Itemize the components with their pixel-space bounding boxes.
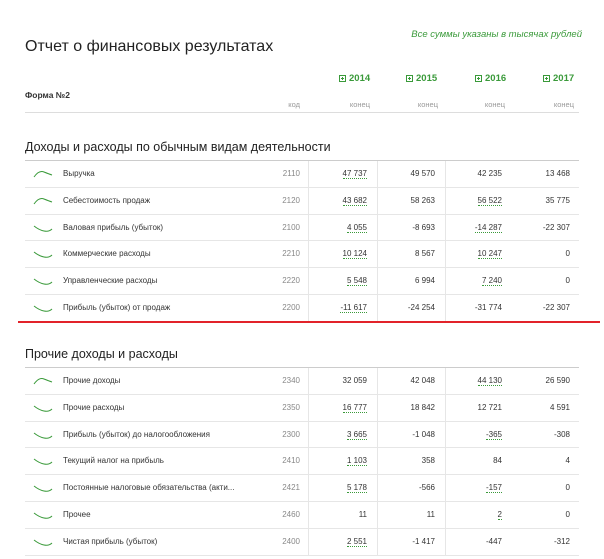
end-column-header-2015: конец <box>417 100 438 109</box>
value-text: 4 591 <box>549 402 570 412</box>
sparkline-icon[interactable] <box>33 195 53 207</box>
value-2017 <box>510 430 570 439</box>
row-label: Чистая прибыль (убыток) <box>63 536 158 546</box>
table-row <box>25 502 579 529</box>
value-2017 <box>510 510 570 519</box>
value-link-2016[interactable] <box>442 276 502 285</box>
value-text: 6 994 <box>414 276 435 286</box>
expand-icon <box>475 75 482 82</box>
sparkline-icon[interactable] <box>33 168 53 180</box>
sparkline-icon[interactable] <box>33 275 53 287</box>
row-code: 2120 <box>282 195 300 205</box>
value-text: -447 <box>485 536 502 546</box>
value-2016 <box>442 537 502 546</box>
row-label: Постоянные налоговые обязательства (акти... <box>63 483 235 493</box>
value-2015 <box>375 169 435 178</box>
value-text[interactable]: 43 682 <box>342 195 367 205</box>
value-link-2016[interactable] <box>442 430 502 439</box>
row-code: 2421 <box>282 483 300 493</box>
value-link-2016[interactable] <box>442 249 502 258</box>
value-text[interactable]: -14 287 <box>474 222 502 232</box>
value-text: 58 263 <box>410 195 435 205</box>
value-text: -22 307 <box>542 303 570 312</box>
sparkline-icon[interactable] <box>33 482 53 494</box>
code-column-header: код <box>288 100 300 109</box>
value-text: 358 <box>421 456 435 466</box>
value-text[interactable]: -365 <box>485 429 502 439</box>
value-text: 0 <box>565 483 570 493</box>
end-column-header-2014: конец <box>349 100 370 109</box>
sparkline-icon[interactable] <box>33 302 53 314</box>
expand-icon <box>406 75 413 82</box>
value-2015 <box>375 430 435 439</box>
expand-icon <box>339 75 346 82</box>
year-toggle-2017[interactable]: 2017 <box>543 73 574 84</box>
value-text[interactable]: 56 522 <box>477 195 502 205</box>
value-link-2014[interactable] <box>307 223 367 232</box>
value-2015 <box>375 537 435 546</box>
value-link-2016[interactable] <box>442 223 502 232</box>
section-title: Доходы и расходы по обычным видам деятельности <box>25 140 331 154</box>
value-2016 <box>442 456 502 465</box>
units-note: Все суммы указаны в тысячах рублей <box>411 29 582 40</box>
row-code: 2210 <box>282 249 300 259</box>
value-link-2014[interactable] <box>307 403 367 412</box>
row-label: Коммерческие расходы <box>63 249 151 259</box>
table-row <box>25 448 579 475</box>
value-2015 <box>375 196 435 205</box>
row-label: Прочие доходы <box>63 376 121 385</box>
value-text: 8 567 <box>414 249 435 259</box>
value-text[interactable]: 4 055 <box>346 222 367 232</box>
row-code: 2350 <box>282 402 300 412</box>
row-code: 2300 <box>282 429 300 439</box>
value-2016 <box>442 169 502 178</box>
row-label: Валовая прибыль (убыток) <box>63 222 164 232</box>
end-column-header-2016: конец <box>484 100 505 109</box>
sparkline-icon[interactable] <box>33 509 53 521</box>
value-2017 <box>510 223 570 232</box>
value-text: 26 590 <box>545 376 570 385</box>
sparkline-icon[interactable] <box>33 429 53 441</box>
expand-icon <box>543 75 550 82</box>
value-text: 18 842 <box>410 402 435 412</box>
value-text: -312 <box>553 536 570 546</box>
value-text[interactable]: 7 240 <box>481 276 502 286</box>
row-code: 2400 <box>282 536 300 546</box>
table-row <box>25 475 579 502</box>
header-divider <box>25 112 579 113</box>
value-2015 <box>375 483 435 492</box>
table-row <box>25 241 579 268</box>
value-text[interactable]: -157 <box>485 483 502 493</box>
value-2015 <box>375 510 435 519</box>
value-text[interactable]: 2 <box>497 510 502 519</box>
value-text[interactable]: 47 737 <box>342 169 367 178</box>
value-2017 <box>510 403 570 412</box>
value-text: 12 721 <box>477 402 502 412</box>
value-text: 42 235 <box>477 169 502 178</box>
value-link-2016[interactable] <box>442 483 502 492</box>
row-label: Прибыль (убыток) до налогообложения <box>63 429 210 439</box>
value-text: -1 417 <box>412 536 435 546</box>
value-text[interactable]: 16 777 <box>342 402 367 412</box>
column-subheaders <box>0 100 604 110</box>
value-text: -22 307 <box>542 222 570 232</box>
value-text: 11 <box>426 510 435 519</box>
value-link-2014[interactable] <box>307 249 367 258</box>
value-text: 4 <box>565 456 570 466</box>
form-number: Форма №2 <box>25 90 70 100</box>
row-code: 2200 <box>282 303 300 312</box>
table-row <box>25 422 579 449</box>
value-2016 <box>442 303 502 312</box>
value-2014 <box>307 510 367 519</box>
value-2017 <box>510 249 570 258</box>
value-2015 <box>375 403 435 412</box>
value-text: 49 570 <box>410 169 435 178</box>
table-row <box>25 529 579 556</box>
value-link-2014[interactable] <box>307 537 367 546</box>
value-link-2014[interactable] <box>307 169 367 178</box>
value-link-2014[interactable] <box>307 483 367 492</box>
value-text: -308 <box>553 429 570 439</box>
value-link-2014[interactable] <box>307 303 367 312</box>
sparkline-icon[interactable] <box>33 248 53 260</box>
row-label: Прочее <box>63 510 91 519</box>
value-text: -24 254 <box>407 303 435 312</box>
value-text[interactable]: 1 103 <box>346 456 367 466</box>
sparkline-icon[interactable] <box>33 402 53 414</box>
page-title: Отчет о финансовых результатах <box>25 38 274 55</box>
value-link-2014[interactable] <box>307 456 367 465</box>
value-2015 <box>375 223 435 232</box>
table-row <box>25 368 579 395</box>
value-text[interactable]: 3 665 <box>346 429 367 439</box>
value-2015 <box>375 376 435 385</box>
value-2017 <box>510 483 570 492</box>
table-row <box>25 295 579 322</box>
value-link-2016[interactable] <box>442 510 502 519</box>
row-label: Выручка <box>63 169 95 178</box>
row-code: 2220 <box>282 276 300 286</box>
table-row <box>25 395 579 422</box>
value-2016 <box>442 403 502 412</box>
value-2015 <box>375 249 435 258</box>
value-text: -31 774 <box>474 303 502 312</box>
year-toggle-2016[interactable]: 2016 <box>475 73 506 84</box>
value-text: 0 <box>565 510 570 519</box>
row-code: 2410 <box>282 456 300 466</box>
value-2017 <box>510 196 570 205</box>
row-code: 2460 <box>282 510 300 519</box>
value-link-2016[interactable] <box>442 376 502 385</box>
table-row <box>25 268 579 295</box>
red-divider <box>18 321 600 323</box>
year-toggle-2015[interactable]: 2015 <box>406 73 437 84</box>
value-2014 <box>307 376 367 385</box>
value-2017 <box>510 276 570 285</box>
row-label: Прибыль (убыток) от продаж <box>63 303 171 312</box>
value-text: 11 <box>358 510 367 519</box>
value-text[interactable]: 10 124 <box>342 249 367 259</box>
row-label: Управленческие расходы <box>63 276 158 286</box>
section-title: Прочие доходы и расходы <box>25 347 178 361</box>
sparkline-icon[interactable] <box>33 222 53 234</box>
value-2015 <box>375 303 435 312</box>
value-text: -566 <box>418 483 435 493</box>
row-label: Прочие расходы <box>63 402 125 412</box>
value-2017 <box>510 169 570 178</box>
table-row <box>25 161 579 188</box>
value-text: 84 <box>493 456 502 466</box>
value-text[interactable]: -11 617 <box>340 303 367 312</box>
value-text: -8 693 <box>412 222 435 232</box>
table-row <box>25 188 579 215</box>
value-text[interactable]: 44 130 <box>477 376 502 385</box>
sparkline-icon[interactable] <box>33 536 53 548</box>
row-code: 2110 <box>282 169 300 178</box>
row-code: 2340 <box>282 376 300 385</box>
value-text[interactable]: 2 551 <box>346 536 367 546</box>
value-2017 <box>510 376 570 385</box>
value-2015 <box>375 456 435 465</box>
value-link-2016[interactable] <box>442 196 502 205</box>
value-text[interactable]: 10 247 <box>477 249 502 259</box>
value-2015 <box>375 276 435 285</box>
value-text: 0 <box>565 276 570 286</box>
value-text[interactable]: 5 548 <box>346 276 367 286</box>
value-2017 <box>510 537 570 546</box>
sparkline-icon[interactable] <box>33 455 53 467</box>
row-code: 2100 <box>282 222 300 232</box>
row-label: Себестоимость продаж <box>63 195 151 205</box>
year-toggle-2014[interactable]: 2014 <box>339 73 370 84</box>
table-row <box>25 215 579 242</box>
end-column-header-2017: конец <box>553 100 574 109</box>
value-link-2014[interactable] <box>307 196 367 205</box>
value-text: 32 059 <box>342 376 367 385</box>
value-text: 13 468 <box>545 169 570 178</box>
value-text[interactable]: 5 178 <box>346 483 367 493</box>
sparkline-icon[interactable] <box>33 375 53 387</box>
row-label: Текущий налог на прибыль <box>63 456 164 466</box>
value-link-2014[interactable] <box>307 430 367 439</box>
value-text: 35 775 <box>545 195 570 205</box>
value-text: -1 048 <box>412 429 435 439</box>
value-link-2014[interactable] <box>307 276 367 285</box>
value-text: 42 048 <box>410 376 435 385</box>
value-text: 0 <box>565 249 570 259</box>
value-2017 <box>510 456 570 465</box>
value-2017 <box>510 303 570 312</box>
year-header <box>0 73 604 85</box>
